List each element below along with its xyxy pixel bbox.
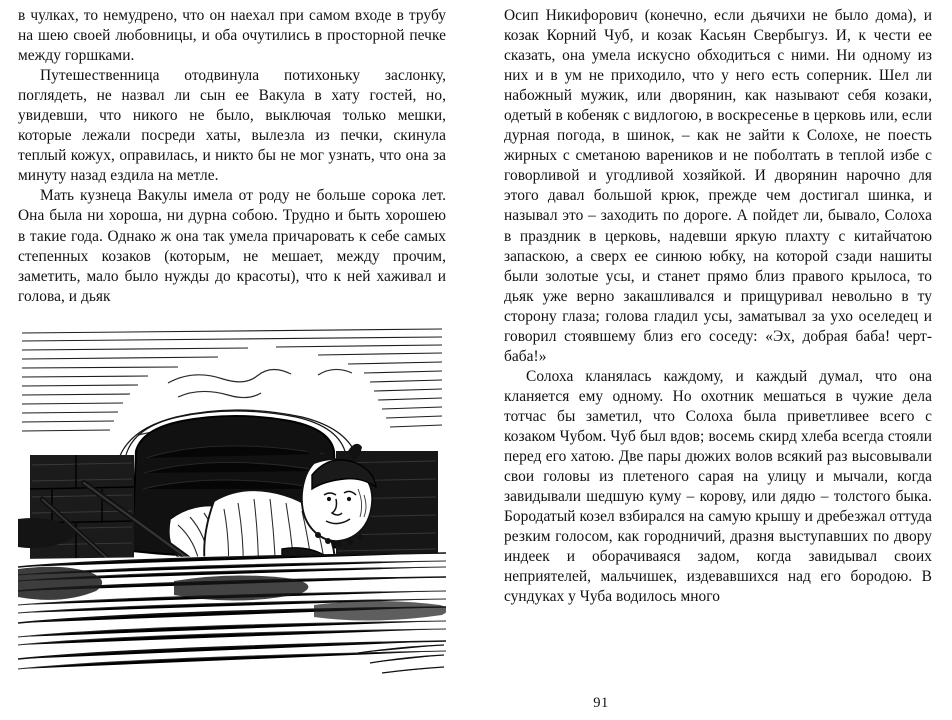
two-column-layout	[14, 6, 938, 696]
woodcut-illustration-icon	[18, 323, 446, 678]
illustration-figure	[18, 323, 446, 678]
paragraph: Солоха кланялась каждому, и каждый думал, что она кланяется ему одному. Но охотник мешаться в чужие дела тотчас бы заметил, что Солоха была приветливее всего с козаком Чубом. Чуб был вдов; восемь скирд хлеба всегда стояли перед его хатою. Две пары дюжих волов всякий раз высовывали свои головы из плетеного сарая на улицу и мычали, когда завидывали шедшую куму – корову, или дядю – толстого быка. Бородатый козел взбирался на самую крышу и дребезжал оттуда резким голосом, как городничий, дразня выступавших по двору индеек и оборачиваяся задом, когда завидывал своих неприятелей, мальчишек, издевавшихся над его бородою. В сундуках у Чуба водилось много	[504, 367, 932, 606]
paragraph: в чулках, то немудрено, что он наехал при самом входе в трубу на шею своей любовницы, и оба очутились в просторной печке между горшками.	[18, 7, 446, 65]
page-number	[0, 695, 952, 712]
paragraph: Мать кузнеца Вакулы имела от роду не больше сорока лет. Она была ни хороша, ни дурна собою. Трудно и быть хорошею в такие года. Однако ж она так умела причаровать к себе самых степенных козаков (которым, не мешает, между прочим, заметить, мало было нужды до красоты), что к ней хаживал и голова, и дьяк	[18, 187, 446, 305]
left-column	[18, 6, 446, 678]
paragraph: Осип Никифорович (конечно, если дьячихи не было дома), и козак Корний Чуб, и козак Касьян Свербыгуз. И, к чести ее сказать, она умела искусно обходиться с ними. Ни одному из них и в ум не приходило, что у него есть соперник. Шел ли набожный мужик, или дворянин, как называют себя козаки, одетый в кобеняк с видлогою, в воскресенье в церковь или, если дурная погода, в шинок, – как не зайти к Солохе, не поесть жирных с сметаною вареников и не поболтать в теплой избе с говорливой и угодливой хозяйкой. И дворянин нарочно для этого давал большой крюк, прежде чем достигал шинка, и называл это – заходить по дороге. А пойдет ли, бывало, Солоха в праздник в церковь, надевши яркую плахту с китайчатою запаскою, а сверх ее синюю юбку, на которой сзади нашиты были золотые усы, и станет прямо близ правого крылоса, то дьяк уже верно закашливался и прищуривал невольно в ту сторону глаза; голова гладил усы, заматывал за ухо оселедец и говорил стоявшему близ его соседу: «Эх, добрая баба! черт-баба!»	[504, 7, 932, 365]
right-column	[504, 6, 932, 607]
page-number-value: 91	[593, 695, 609, 711]
paragraph: Путешественница отодвинула потихоньку заслонку, поглядеть, не назвал ли сын ее Вакула в хату гостей, но, увидевши, что никого не было, выключая только мешки, которые лежали посреди хаты, вылезла из печки, скинула теплый кожух, оправилась, и никто бы не мог узнать, что она за минуту назад ездила на метле.	[18, 67, 446, 185]
